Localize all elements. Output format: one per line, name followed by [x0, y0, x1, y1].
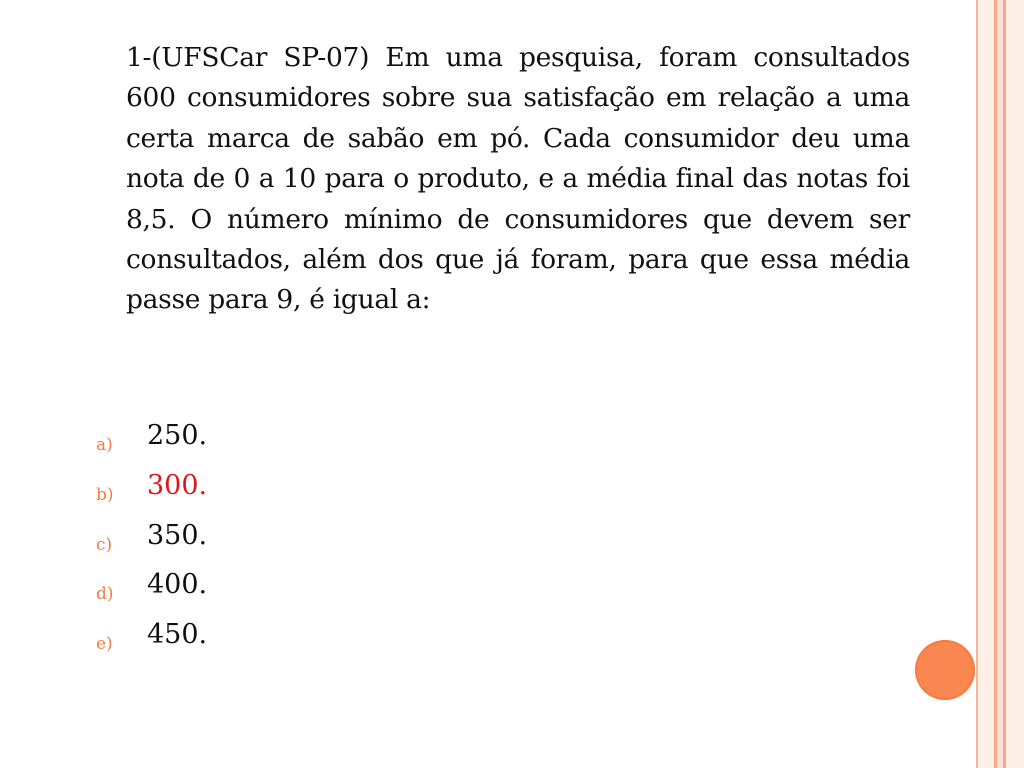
- stripe: [1006, 0, 1024, 768]
- option-text: 350.: [147, 519, 208, 551]
- option-letter: c): [96, 534, 113, 555]
- decorative-circle: [915, 640, 975, 700]
- option-text: 250.: [147, 420, 208, 451]
- decorative-side-stripes: [976, 0, 1024, 768]
- stripe: [978, 0, 994, 768]
- question-text: 1-(UFSCar SP-07) Em uma pesquisa, foram consultados 600 consumidores sobre sua satisfação em relação a uma certa marca de sabão em pó. Cada consumidor deu uma nota de 0 a 10 para o produto, e a média final das notas foi 8,5. O número mínimo de consumidores que devem ser consultados, além dos que já foram, para que essa média passe para 9, é igual a:: [126, 42, 910, 316]
- option-letter: e): [96, 634, 113, 655]
- option-text-correct: 300.: [147, 469, 208, 501]
- option-letter: b): [96, 484, 114, 505]
- option-letter: d): [96, 584, 114, 605]
- option-text: 450.: [147, 619, 208, 651]
- option-letter: a): [96, 435, 113, 455]
- option-text: 400.: [147, 569, 208, 601]
